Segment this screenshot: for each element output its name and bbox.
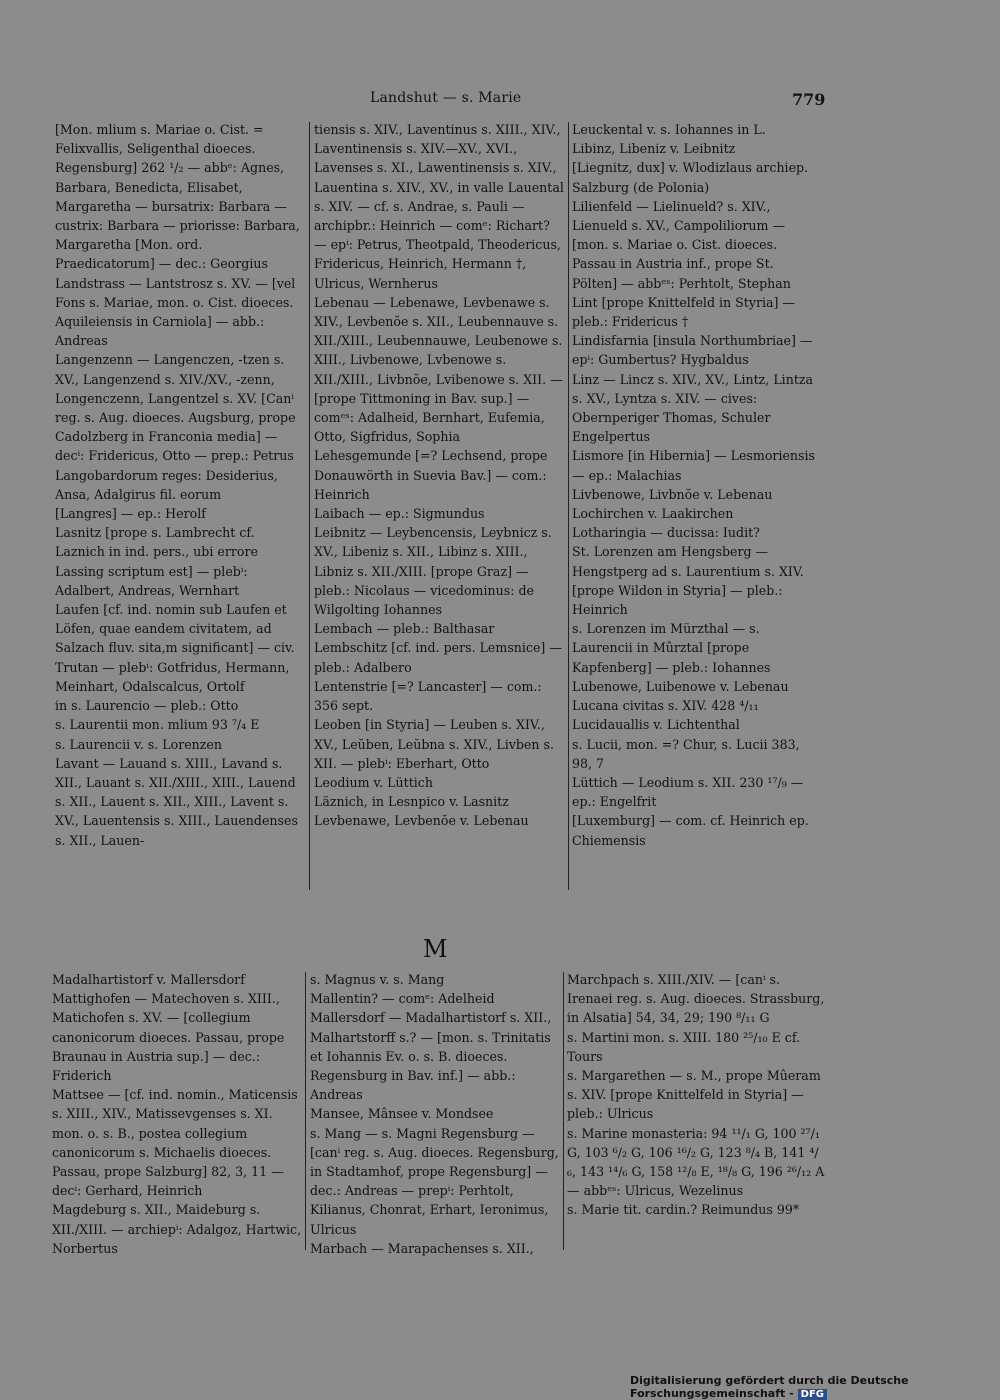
entry: Langenzenn — Langenczen, -tzen s. XV., Langenzend s. XIV./XV., -zenn, Longenczenn, Langentzel s. XV. [Canⁱ reg. s. Aug. dioeces. Augsburg, prope Cadolzberg in Franconia media] — decⁱ: Fridericus, Otto — prep.: Petrus	[55, 352, 296, 464]
entry: Läznich, in Lesnpico v. Lasnitz	[314, 794, 509, 810]
column-rule	[568, 122, 569, 890]
entry: [Mon. mlium s. Mariae o. Cist. = Felixvallis, Seligenthal dioeces. Regensburg] 262 ¹/₂ — abbᵉ: Agnes, Barbara, Benedicta, Elisabet, Margaretha — bursatrix: Barbara — custrix: Barbara — priorisse: Barbara, Margaretha [Mon. ord. Praedicatorum] — dec.: Georgius	[55, 122, 300, 272]
entry: Lint [prope Knittelfeld in Styria] — pleb.: Fridericus †	[572, 294, 796, 330]
entry: Marchpach s. XIII./XIV. — [canⁱ s. Irenaei reg. s. Aug. dioeces. Strassburg, in Alsatia] 54, 34, 29; 190 ⁸/₁₁ G	[567, 972, 825, 1026]
entry: [Liegnitz, dux] v. Wlodizlaus archiep. Salzburg (de Polonia)	[572, 160, 809, 195]
entry: Landstrass — Lantstrosz s. XV. — [vel Fons s. Mariae, mon. o. Cist. dioeces. Aquileiensis in Carniola] — abb.: Andreas	[55, 275, 296, 349]
entry: Laufen [cf. ind. nomin sub Laufen et Löfen, quae eandem civitatem, ad Salzach fluv. sita,m significant] — civ. Trutan — plebⁱ: Gotfridus, Hermann, Meinhart, Odalscalcus, Ortolf	[55, 602, 295, 694]
column-rule	[305, 972, 306, 1250]
top-column-3	[572, 120, 822, 850]
entry: s. Marine monasteria: 94 ¹¹/₁ G, 100 ²⁷/₁ G, 103 ⁶/₂ G, 106 ¹⁶/₂ G, 123 ⁸/₄ B, 141 ⁴/₆, 143 ¹⁴/₆ G, 158 ¹²/₈ E, ¹⁸/₈ G, 196 ²⁶/₁₂ A — abbᵉˢ: Ulricus, Wezelinus	[567, 1125, 825, 1199]
dfg-logo: DFG	[798, 1389, 827, 1400]
section-letter: M	[423, 935, 448, 963]
entry: Lindisfarnia [insula Northumbriae] — epⁱ: Gumbertus? Hygbaldus	[572, 333, 813, 368]
running-head: Landshut — s. Marie	[370, 90, 522, 106]
entry: Livbenowe, Livbnŏe v. Lebenau	[572, 486, 773, 502]
entry: Libinz, Libeniz v. Leibnitz	[572, 141, 736, 157]
top-column-1	[55, 120, 305, 850]
entry: Leodium v. Lüttich	[314, 774, 433, 790]
entry: Lebenau — Lebenawe, Levbenawe s. XIV., Levbenŏe s. XII., Leubennauve s. XII./XIII., Leubennauwe, Leubenowe s. XIII., Livbenowe, Lvbenowe s. XII./XIII., Livbnŏe, Lvibenowe s. XII. — [prope Tittmoning in Bav. sup.] — comᵉˢ: Adalheid, Bernhart, Eufemia, Otto, Sigfridus, Sophia	[314, 294, 563, 445]
entry: Mattsee — [cf. ind. nomin., Maticensis s. XIII., XIV., Matissevgenses s. XI. mon. o. s. B., postea collegium canonicorum s. Michaelis dioeces. Passau, prope Salzburg] 82, 3, 11 — decⁱ: Gerhard, Heinrich	[52, 1087, 298, 1199]
entry: Leuckental v. s. Iohannes in L.	[572, 122, 766, 137]
entry: s. Margarethen — s. M., prope Mûeram s. XIV. [prope Knittelfeld in Styria] — pleb.: Ulricus	[567, 1068, 821, 1122]
entry: Lubenowe, Luibenowe v. Lebenau	[572, 678, 789, 694]
entry: s. Laurentii mon. mlium 93 ⁷/₄ E	[55, 717, 260, 733]
top-column-2	[314, 120, 564, 831]
entry: Leibnitz — Leybencensis, Leybnicz s. XV., Libeniz s. XII., Libinz s. XIII., Libniz s. XII./XIII. [prope Graz] — pleb.: Nicolaus — vicedominus: de Wilgolting Iohannes	[314, 525, 552, 618]
entry: Lotharingia — ducissa: Iudit?	[572, 525, 760, 541]
entry: St. Lorenzen am Hengsberg — Hengstperg ad s. Laurentium s. XIV. [prope Wildon in Styria] — pleb.: Heinrich	[572, 544, 804, 618]
digitization-footer	[630, 1374, 1000, 1400]
entry: [Langres] — ep.: Herolf	[55, 506, 206, 522]
entry: Leoben [in Styria] — Leuben s. XIV., XV., Leŭben, Leŭbna s. XIV., Livben s. XII. — plebⁱ: Eberhart, Otto	[314, 717, 554, 771]
entry: Lismore [in Hibernia] — Lesmoriensis — ep.: Malachias	[572, 448, 815, 483]
footer-text: Digitalisierung gefördert durch die Deutsche Forschungsgemeinschaft -	[630, 1374, 909, 1400]
entry: tiensis s. XIV., Laventinus s. XIII., XIV., Laventinensis s. XIV.—XV., XVI., Lavenses s. XI., Lawentinensis s. XIV., Lauentina s. XIV., XV., in valle Lauental s. XIV. — cf. s. Andrae, s. Pauli — archipbr.: Heinrich — comᵉ: Richart? — epⁱ: Petrus, Theotpald, Theodericus, Fridericus, Heinrich, Hermann †, Ulricus, Wernherus	[314, 122, 564, 291]
entry: Lüttich — Leodium s. XII. 230 ¹⁷/₉ — ep.: Engelfrit	[572, 774, 804, 810]
entry: Lembach — pleb.: Balthasar	[314, 621, 495, 637]
entry: s. Mang — s. Magni Regensburg — [canⁱ reg. s. Aug. dioeces. Regensburg, in Stadtamhof, prope Regensburg] — dec.: Andreas — prepⁱ: Perhtolt, Kilianus, Chonrat, Erhart, Ieronimus, Ulricus	[310, 1125, 559, 1237]
page-number: 779	[792, 90, 826, 109]
bottom-column-1	[52, 970, 302, 1258]
entry: Magdeburg s. XII., Maideburg s. XII./XIII. — archiepⁱ: Adalgoz, Hartwic, Norbertus	[52, 1202, 302, 1256]
entry: s. Martini mon. s. XIII. 180 ²⁵/₁₀ E cf. Tours	[567, 1029, 801, 1064]
entry: Lucidauallis v. Lichtenthal	[572, 717, 740, 733]
entry: Mansee, Mânsee v. Mondsee	[310, 1106, 494, 1122]
column-rule	[563, 972, 564, 1250]
entry: s. Lucii, mon. =? Chur, s. Lucii 383, 98, 7	[572, 736, 800, 771]
entry: Lasnitz [prope s. Lambrecht cf. Laznich in ind. pers., ubi errore Lassing scriptum est] — plebⁱ: Adalbert, Andreas, Wernhart	[55, 525, 258, 598]
page-header	[0, 90, 1000, 110]
entry: Mallentin? — comᵉ: Adelheid	[310, 991, 495, 1007]
entry: Lentenstrie [=? Lancaster] — com.: 356 sept.	[314, 678, 542, 714]
column-rule	[309, 122, 310, 890]
entry: s. Magnus v. s. Mang	[310, 972, 445, 987]
entry: Lavant — Lauand s. XIII., Lavand s. XII., Lauant s. XII./XIII., XIII., Lauend s. XII., Lauent s. XII., XIII., Lavent s. XV., Lauentensis s. XIII., Lauendenses s. XII., Lauen-	[55, 755, 298, 848]
entry: Linz — Lincz s. XIV., XV., Lintz, Lintza s. XV., Lyntza s. XIV. — cives: Obernperiger Thomas, Schuler Engelpertus	[572, 371, 814, 445]
entry: Mattighofen — Matechoven s. XIII., Matichofen s. XV. — [collegium canonicorum dioeces. Passau, prope Braunau in Austria sup.] — dec.: Friderich	[52, 991, 285, 1084]
entry: [Luxemburg] — com. cf. Heinrich ep. Chiemensis	[572, 813, 809, 848]
entry: Madalhartistorf v. Mallersdorf	[52, 972, 245, 987]
entry: Lochirchen v. Laakirchen	[572, 506, 734, 522]
entry: s. Lorenzen im Mürzthal — s. Laurencii in Mûrztal [prope Kapfenberg] — pleb.: Iohannes	[572, 621, 771, 675]
entry: Lembschitz [cf. ind. pers. Lemsnice] — pleb.: Adalbero	[314, 640, 562, 675]
entry: Lehesgemunde [=? Lechsend, prope Donauwörth in Suevia Bav.] — com.: Heinrich	[314, 448, 548, 502]
entry: in s. Laurencio — pleb.: Otto	[55, 698, 239, 714]
entry: Laibach — ep.: Sigmundus	[314, 506, 485, 522]
bottom-column-2	[310, 970, 560, 1258]
entry: Langobardorum reges: Desiderius, Ansa, Adalgirus fil. eorum	[55, 467, 278, 502]
entry: s. Marie tit. cardin.? Reimundus 99*	[567, 1202, 800, 1218]
entry: Lilienfeld — Lielinueld? s. XIV., Lienueld s. XV., Campoliliorum — [mon. s. Mariae o. Cist. dioeces. Passau in Austria inf., prope St. Pölten] — abbᵉˢ: Perhtolt, Stephan	[572, 198, 791, 291]
entry: Mallersdorf — Madalhartistorf s. XII., Malhartstorff s.? — [mon. s. Trinitatis et Iohannis Ev. o. s. B. dioeces. Regensburg in Bav. inf.] — abb.: Andreas	[310, 1010, 552, 1103]
entry: Lucana civitas s. XIV. 428 ⁴/₁₁	[572, 698, 759, 714]
entry: s. Laurencii v. s. Lorenzen	[55, 736, 222, 752]
bottom-column-3	[567, 970, 825, 1220]
entry: Marbach — Marapachenses s. XII.,	[310, 1240, 534, 1256]
entry: Levbenawe, Levbenŏe v. Lebenau	[314, 813, 529, 829]
